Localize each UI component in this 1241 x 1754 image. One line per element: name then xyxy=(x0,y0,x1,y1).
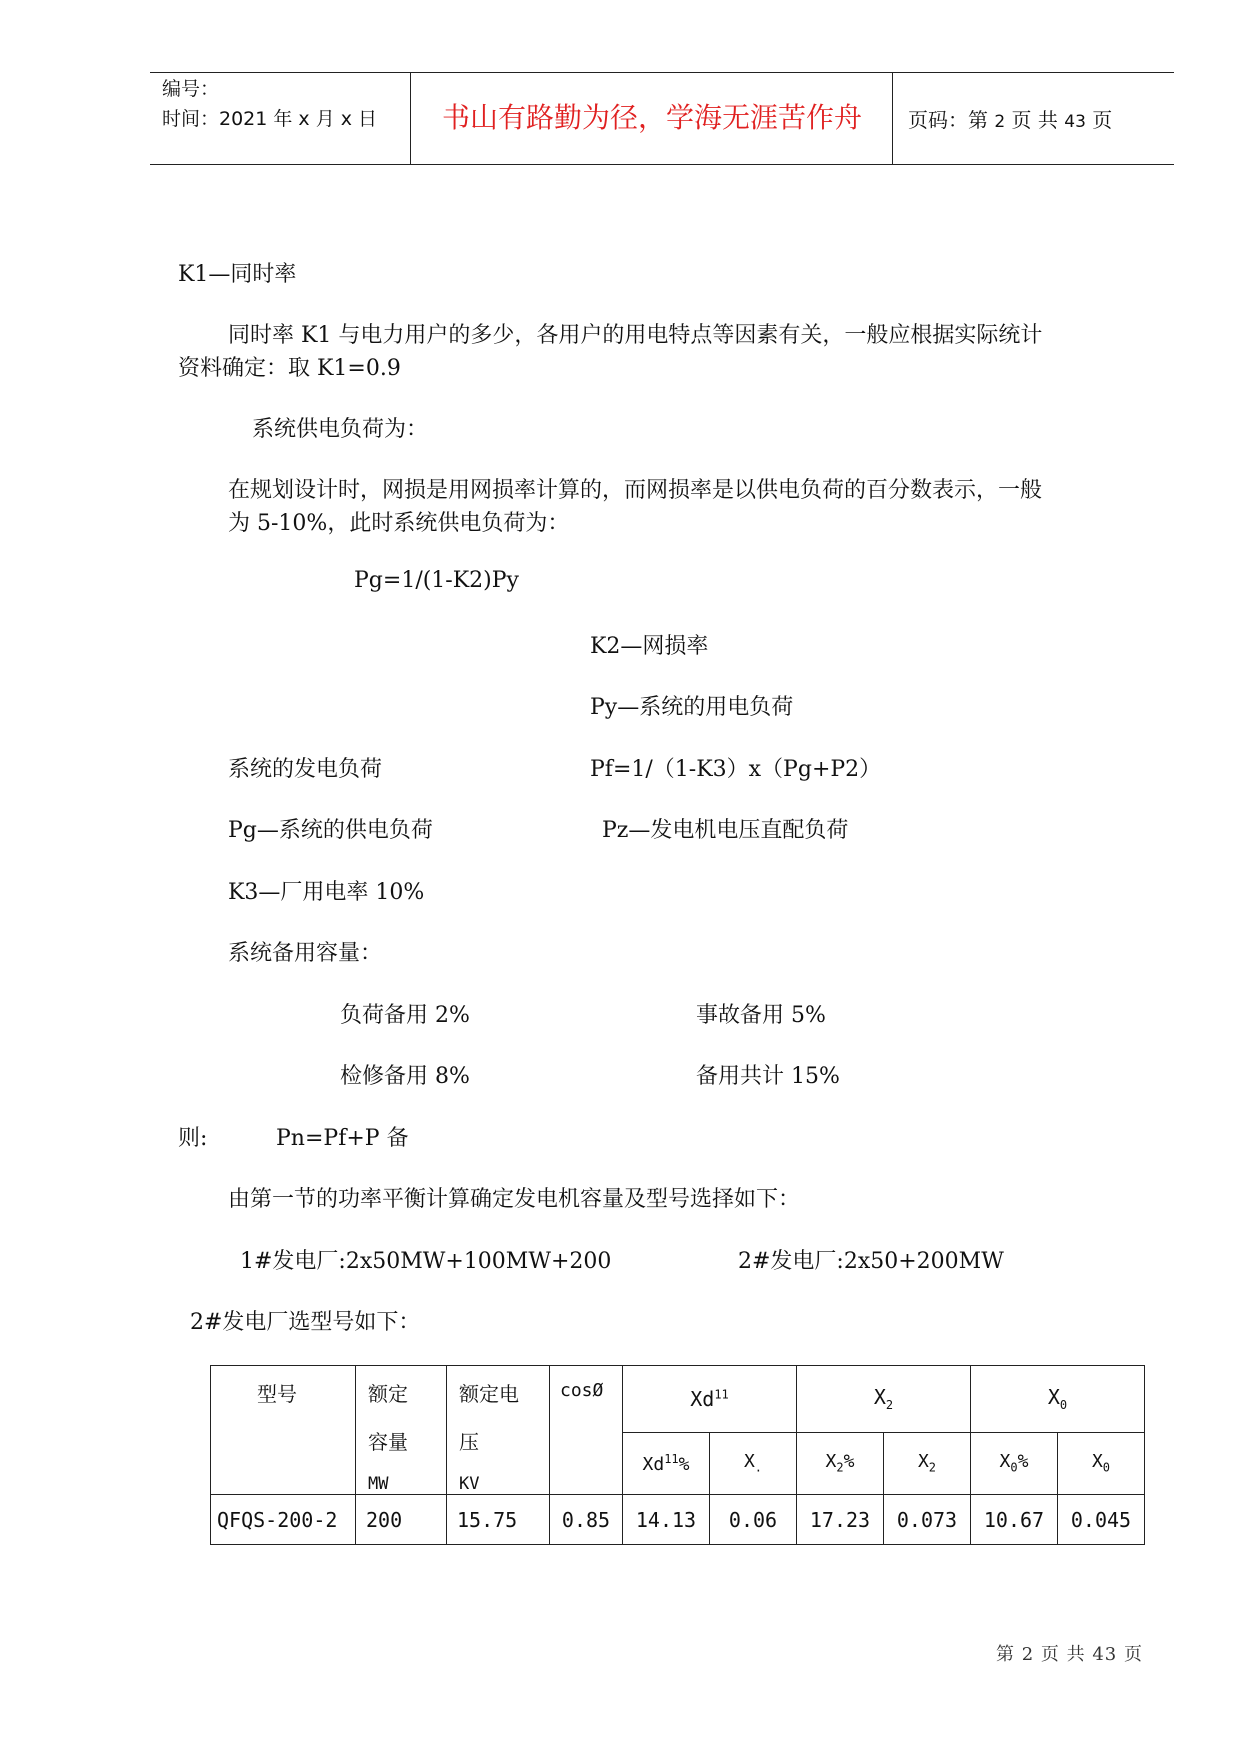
page-suffix: 页 xyxy=(1092,108,1113,132)
subheader-x0-pct-label: X xyxy=(999,1451,1011,1473)
reserve-maintenance: 检修备用 8% xyxy=(340,1064,470,1089)
header-x2-sub: 2 xyxy=(885,1398,894,1413)
pg-definition: Pg—系统的供电负荷 xyxy=(228,818,433,843)
subheader-x0-pct-sub: 0 xyxy=(1010,1461,1018,1476)
header-voltage-line2: 压 xyxy=(459,1430,479,1454)
loss-paragraph-line2: 为 5-10%，此时系统供电负荷为： xyxy=(228,511,570,536)
header-meta xyxy=(162,74,377,134)
plant2-config: 2#发电厂:2x50+200MW xyxy=(738,1249,1004,1274)
header-divider-right xyxy=(892,72,893,164)
header-x0 xyxy=(971,1366,1145,1433)
header-voltage xyxy=(447,1366,550,1495)
cell-model: QFQS-200-2 xyxy=(211,1495,356,1545)
subheader-x2-pct xyxy=(797,1432,884,1494)
plant2-selection-title: 2#发电厂选型号如下： xyxy=(190,1310,421,1335)
header-page-indicator xyxy=(908,104,1112,133)
header-xd-sup: 11 xyxy=(714,1387,729,1402)
loss-paragraph-line1: 在规划设计时，网损是用网损率计算的，而网损率是以供电负荷的百分数表示，一般 xyxy=(228,478,1043,503)
subheader-xd-pct-sup: 11 xyxy=(664,1451,679,1466)
subheader-x0-pct-suffix: % xyxy=(1017,1451,1029,1473)
subheader-x2-pct-sub: 2 xyxy=(836,1461,844,1476)
cell-voltage: 15.75 xyxy=(447,1495,550,1545)
k2-definition: K2—网损率 xyxy=(590,634,709,659)
pz-definition: Pz—发电机电压直配负荷 xyxy=(602,818,849,843)
header-cos-label: cosØ xyxy=(560,1380,604,1401)
subheader-xd-pct xyxy=(623,1432,710,1494)
subheader-x2-val-sub: 2 xyxy=(928,1461,937,1476)
header-capacity xyxy=(356,1366,447,1495)
cell-cos: 0.85 xyxy=(550,1495,623,1545)
header-model-label: 型号 xyxy=(257,1382,297,1406)
formula-pg: Pg=1/(1-K2)Py xyxy=(354,568,519,593)
subheader-xd-val-sub: . xyxy=(754,1461,763,1476)
subheader-x2-val-label: X xyxy=(917,1451,929,1473)
header-xd-label: Xd xyxy=(690,1386,715,1411)
subheader-x2-val xyxy=(884,1432,971,1494)
formula-pn: Pn=Pf+P 备 xyxy=(276,1126,409,1151)
document-date: 时间：2021 年 x 月 x 日 xyxy=(162,108,378,130)
cell-x2-val: 0.073 xyxy=(884,1495,971,1545)
subheader-xd-val-label: X xyxy=(743,1451,755,1473)
reserve-capacity-title: 系统备用容量： xyxy=(228,941,383,966)
header-model xyxy=(211,1366,356,1495)
cell-x0-val: 0.045 xyxy=(1058,1495,1145,1545)
reserve-load: 负荷备用 2% xyxy=(340,1003,470,1028)
cell-xd-pct: 14.13 xyxy=(623,1495,710,1545)
subheader-x0-pct xyxy=(971,1432,1058,1494)
cell-x2-pct: 17.23 xyxy=(797,1495,884,1545)
header-cos xyxy=(550,1366,623,1495)
then-label: 则: xyxy=(178,1126,208,1151)
page-current: 2 xyxy=(994,112,1006,132)
page-total: 43 xyxy=(1064,112,1086,132)
subheader-x0-val-sub: 0 xyxy=(1102,1461,1111,1476)
header-capacity-line2: 容量 xyxy=(368,1430,408,1454)
reserve-accident: 事故备用 5% xyxy=(696,1003,826,1028)
cell-capacity: 200 xyxy=(356,1495,447,1545)
header-motto: 书山有路勤为径，学海无涯苦作舟 xyxy=(441,101,862,134)
k1-paragraph-line1: 同时率 K1 与电力用户的多少，各用户的用电特点等因素有关，一般应根据实际统计 xyxy=(228,323,1043,348)
k1-paragraph-line2: 资料确定：取 K1=0.9 xyxy=(178,356,401,381)
header-divider-left xyxy=(410,72,411,164)
supply-load-title: 系统供电负荷为： xyxy=(252,417,429,442)
plant1-config: 1#发电厂:2x50MW+100MW+200 xyxy=(240,1249,612,1274)
cell-x0-pct: 10.67 xyxy=(971,1495,1058,1545)
subheader-xd-val xyxy=(710,1432,797,1494)
header-capacity-line1: 额定 xyxy=(368,1382,408,1406)
generation-load-label: 系统的发电负荷 xyxy=(228,757,383,782)
cell-xd-val: 0.06 xyxy=(710,1495,797,1545)
header-capacity-unit: MW xyxy=(368,1474,389,1494)
header-x0-sub: 0 xyxy=(1059,1398,1068,1413)
page-mid: 页 共 xyxy=(1011,108,1058,132)
subheader-x2-pct-label: X xyxy=(825,1451,837,1473)
subheader-x2-pct-suffix: % xyxy=(843,1451,855,1473)
formula-pf: Pf=1/（1-K3）x（Pg+P2） xyxy=(590,757,882,782)
subheader-xd-pct-suffix: % xyxy=(678,1453,690,1475)
header-top-rule xyxy=(150,72,1174,73)
header-voltage-unit: KV xyxy=(459,1474,480,1494)
subheader-x0-val-label: X xyxy=(1091,1451,1103,1473)
header-bottom-rule xyxy=(150,164,1174,165)
selection-paragraph: 由第一节的功率平衡计算确定发电机容量及型号选择如下： xyxy=(228,1187,801,1212)
k3-definition: K3—厂用电率 10% xyxy=(228,880,425,905)
generator-table xyxy=(210,1365,1145,1545)
header-voltage-line1: 额定电 xyxy=(459,1382,519,1406)
subheader-x0-val xyxy=(1058,1432,1145,1494)
header-x2 xyxy=(797,1366,971,1433)
k1-title: K1—同时率 xyxy=(178,262,297,287)
table-row xyxy=(211,1495,1145,1545)
subheader-xd-pct-label: Xd xyxy=(642,1453,665,1475)
header-xd xyxy=(623,1366,797,1433)
document-number-label: 编号： xyxy=(162,78,220,100)
header-x2-label: X xyxy=(873,1385,886,1410)
page-footer: 第 2 页 共 43 页 xyxy=(996,1644,1143,1665)
header-x0-label: X xyxy=(1047,1385,1060,1410)
page-prefix: 页码：第 xyxy=(908,108,988,132)
reserve-total: 备用共计 15% xyxy=(696,1064,840,1089)
py-definition: Py—系统的用电负荷 xyxy=(590,695,794,720)
